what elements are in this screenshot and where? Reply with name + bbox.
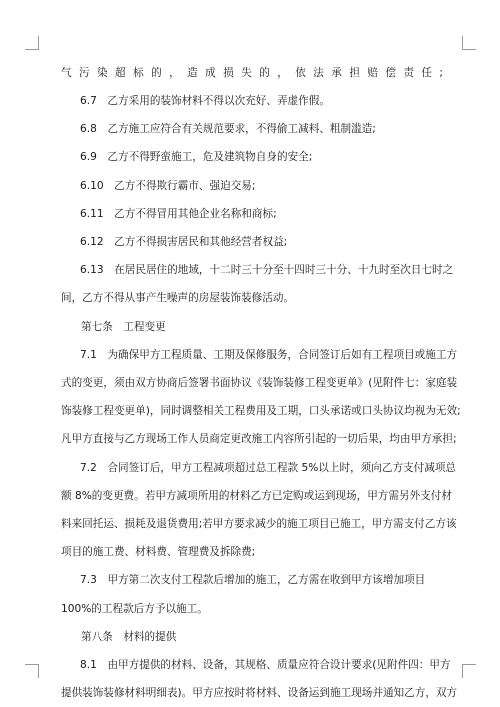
text-line: 式的变更，须由双方协商后签署书面协议《装饰装修工程变更单》(见附件七：家庭装 [61,377,458,389]
crop-mark-top-left [25,36,39,50]
clause-6-7: 6.7 乙方采用的装饰材料不得以次充好、弄虚作假。 [80,95,330,107]
text-line: 项目的施工费、材料费、管理费及拆除费; [61,546,256,558]
crop-mark-bottom-left [25,664,39,678]
text-line: 提供装饰装修材料明细表)。甲方应按时将材料、设备运到施工现场并通知乙方，双方 [61,687,458,699]
section-heading-article-8: 第八条 材料的提供 [81,631,177,643]
clause-6-12: 6.12 乙方不得损害居民和其他经营者权益; [80,236,288,248]
section-heading-article-7: 第七条 工程变更 [81,321,166,333]
clause-7-1: 7.1 为确保甲方工程质量、工期及保修服务，合同签订后如有工程项目或施工方 [80,349,458,361]
crop-mark-top-right [462,36,476,50]
clause-6-9: 6.9 乙方不得野蛮施工，危及建筑物自身的安全; [80,151,313,163]
text-line: 间，乙方不得从事产生噪声的房屋装饰装修活动。 [61,292,295,304]
text-line: 气污染超标的，造成损失的，依法承担赔偿责任; [61,67,443,79]
crop-mark-bottom-right [462,664,476,678]
clause-6-10: 6.10 乙方不得欺行霸市、强迫交易; [80,180,256,192]
text-line: 额 8%的变更费。若甲方减项所用的材料乙方已定购或运到现场，甲方需另外支付材 [61,490,452,502]
clause-7-2: 7.2 合同签订后，甲方工程减项超过总工程款 5%以上时，须向乙方支付减项总 [80,462,457,474]
text-line: 100%的工程款后方予以施工。 [61,603,208,615]
text-line: 凡甲方直接与乙方现场工作人员商定更改施工内容所引起的一切后果，均由甲方承担; [61,433,457,445]
clause-6-11: 6.11 乙方不得冒用其他企业名称和商标; [80,208,277,220]
clause-7-3: 7.3 甲方第二次支付工程款后增加的施工，乙方需在收到甲方该增加项目 [80,574,426,586]
clause-6-8: 6.8 乙方施工应符合有关规范要求，不得偷工减料、粗制滥造; [80,123,376,135]
clause-6-13: 6.13 在居民居住的地域，十二时三十分至十四时三十分、十九时至次日七时之 [80,264,454,276]
text-line: 料来回托运、损耗及退货费用;若甲方要求减少的施工项目已施工，甲方需支付乙方该 [61,518,457,530]
clause-8-1: 8.1 由甲方提供的材料、设备，其规格、质量应符合设计要求(见附件四：甲方 [80,659,451,671]
text-line: 饰装修工程变更单)，同时调整相关工程费用及工期，口头承诺或口头协议均视为无效; [61,405,461,417]
